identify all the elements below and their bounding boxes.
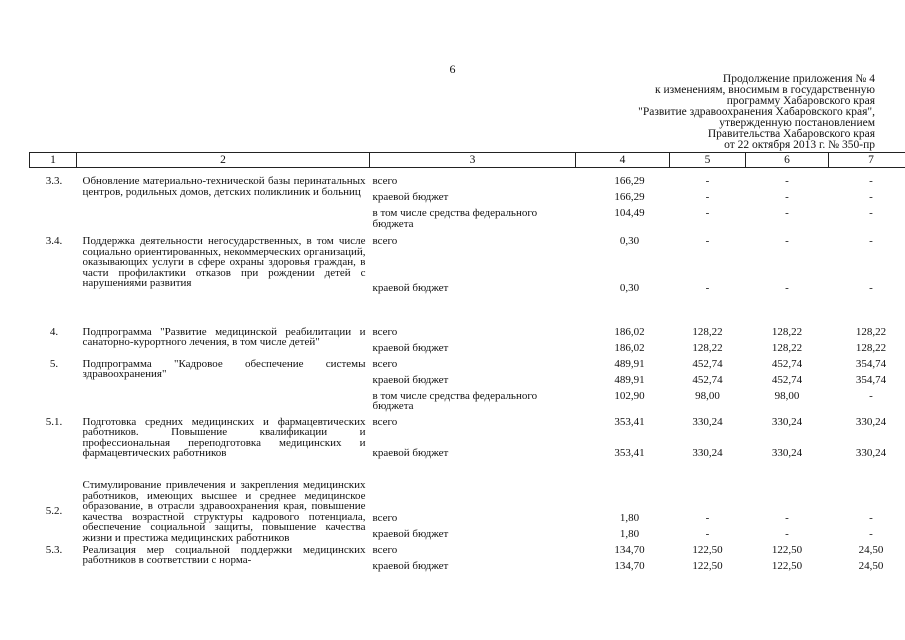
value-col6: - bbox=[785, 527, 789, 540]
header-note-line: Продолжение приложения № 4 bbox=[722, 73, 875, 85]
funding-source: всего bbox=[372, 175, 398, 187]
value-col5: 98,00 bbox=[695, 389, 720, 402]
value-col5: - bbox=[705, 281, 710, 294]
budget-table bbox=[29, 152, 905, 577]
value-col4: 353,41 bbox=[614, 415, 645, 428]
value-col4: 166,29 bbox=[614, 191, 645, 203]
value-col4: 102,90 bbox=[614, 389, 645, 402]
value-col5: 330,24 bbox=[692, 415, 723, 428]
value-col7: 128,22 bbox=[855, 341, 887, 354]
value-col4: 186,02 bbox=[614, 325, 645, 338]
value-col5: 128,22 bbox=[692, 341, 723, 354]
row-description: Поддержка деятельности негосударственных, в том числе социально ориентированных, некоммерческих организаций, оказывающих услуги в сфере охраны здоровья граждан, в части профилактики отказов при рождении детей с нарушениями развития bbox=[82, 235, 366, 289]
value-col5: - bbox=[705, 527, 710, 540]
header-note-line: от 22 октября 2013 г. № 350-пр bbox=[724, 139, 875, 151]
funding-source: краевой бюджет bbox=[372, 446, 449, 459]
row-number: 5. bbox=[49, 357, 59, 370]
value-col5: 452,74 bbox=[692, 373, 723, 386]
value-col5: 330,24 bbox=[692, 446, 723, 459]
value-col4: 166,29 bbox=[614, 175, 645, 187]
value-col7: - bbox=[869, 389, 873, 402]
row-description: Стимулирование привлечения и закрепления медицинских работников, имеющих высшее и среднее медицинское образование, в отрасли здравоохранения края, повышение качества возрастной структуры кадрового потенциала, обеспечение социальной защиты, повышение качества жизни и престижа медицинских работников bbox=[82, 479, 366, 544]
funding-source: всего bbox=[372, 543, 398, 556]
funding-source: всего bbox=[372, 235, 398, 247]
funding-source: краевой бюджет bbox=[372, 373, 449, 386]
value-col4: 0,30 bbox=[619, 281, 640, 294]
value-col6: 128,22 bbox=[771, 341, 803, 354]
value-col4: 134,70 bbox=[614, 559, 645, 572]
funding-source: всего bbox=[372, 415, 398, 428]
column-header: 1 bbox=[30, 153, 77, 168]
header-note-line: Правительства Хабаровского края bbox=[707, 128, 875, 140]
funding-source: всего bbox=[372, 357, 398, 370]
value-col7: 128,22 bbox=[855, 325, 887, 338]
table-row bbox=[30, 417, 905, 448]
value-col4: 1,80 bbox=[619, 527, 640, 540]
value-col7: - bbox=[869, 281, 873, 294]
value-col7: 330,24 bbox=[855, 446, 887, 459]
value-col6: 452,74 bbox=[771, 373, 803, 386]
value-col6: - bbox=[785, 511, 789, 524]
header-note-line: "Развитие здравоохранения Хабаровского края", bbox=[638, 106, 875, 118]
column-header: 5 bbox=[670, 153, 746, 168]
funding-source: краевой бюджет bbox=[372, 281, 449, 294]
value-col6: 330,24 bbox=[771, 446, 803, 459]
value-col5: 122,50 bbox=[692, 559, 723, 572]
header-note-line: программу Хабаровского края bbox=[726, 95, 875, 107]
value-col5: 452,74 bbox=[692, 357, 723, 370]
row-number: 3.4. bbox=[45, 235, 63, 247]
value-col6: 98,00 bbox=[774, 389, 800, 402]
value-col6: - bbox=[785, 175, 789, 187]
funding-source: в том числе средства федерального бюджета bbox=[372, 207, 538, 230]
funding-source: краевой бюджет bbox=[372, 191, 449, 203]
column-header: 6 bbox=[746, 153, 829, 168]
value-col7: 354,74 bbox=[855, 357, 887, 370]
value-col5: - bbox=[705, 207, 710, 219]
value-col4: 489,91 bbox=[614, 357, 645, 370]
funding-source: в том числе средства федерального бюджета bbox=[372, 389, 538, 412]
value-col6: 122,50 bbox=[771, 543, 803, 556]
value-col4: 186,02 bbox=[614, 341, 645, 354]
value-col5: - bbox=[705, 235, 710, 247]
value-col4: 0,30 bbox=[619, 235, 640, 247]
row-description: Реализация мер социальной поддержки медицинских работников в соответствии с норма- bbox=[82, 543, 366, 566]
column-header: 7 bbox=[829, 153, 905, 168]
value-col7: 24,50 bbox=[858, 543, 884, 556]
table-row bbox=[30, 234, 905, 283]
value-col6: 122,50 bbox=[771, 559, 803, 572]
value-col6: - bbox=[785, 191, 789, 203]
column-header-row bbox=[30, 153, 905, 168]
value-col4: 1,80 bbox=[619, 511, 640, 524]
value-col4: 134,70 bbox=[614, 543, 645, 556]
value-col7: 354,74 bbox=[855, 373, 887, 386]
value-col7: - bbox=[869, 527, 873, 540]
value-col7: - bbox=[869, 235, 873, 247]
value-col5: 122,50 bbox=[692, 543, 723, 556]
row-number: 3.3. bbox=[45, 175, 63, 187]
header-note-line: к изменениям, вносимым в государственную bbox=[655, 84, 875, 96]
value-col5: - bbox=[705, 191, 710, 203]
row-description: Подпрограмма "Развитие медицинской реабилитации и санаторно-курортного лечения, в том числе детей" bbox=[82, 325, 366, 348]
row-description: Подпрограмма "Кадровое обеспечение системы здравоохранения" bbox=[82, 357, 366, 380]
value-col4: 353,41 bbox=[614, 446, 645, 459]
value-col7: 24,50 bbox=[858, 559, 884, 572]
row-number: 4. bbox=[49, 325, 59, 338]
table-row bbox=[30, 359, 905, 375]
row-description: Обновление материально-технической базы перинатальных центров, родильных домов, детских поликлиник и больниц bbox=[82, 175, 366, 198]
value-col6: - bbox=[785, 207, 789, 219]
value-col7: - bbox=[869, 207, 873, 219]
funding-source: всего bbox=[372, 325, 398, 338]
value-col7: 330,24 bbox=[855, 415, 887, 428]
row-description: Подготовка средних медицинских и фармацевтических работников. Повышение квалификации и профессиональная переподготовка медицинских и фармацевтических работников bbox=[82, 415, 366, 459]
row-number: 5.2. bbox=[45, 505, 63, 518]
column-header: 2 bbox=[77, 153, 370, 168]
value-col5: - bbox=[705, 175, 710, 187]
value-col4: 489,91 bbox=[614, 373, 645, 386]
value-col6: 330,24 bbox=[771, 415, 803, 428]
funding-source: краевой бюджет bbox=[372, 527, 449, 540]
column-header: 3 bbox=[370, 153, 576, 168]
value-col6: 128,22 bbox=[771, 325, 803, 338]
value-col7: - bbox=[869, 511, 873, 524]
funding-source: краевой бюджет bbox=[372, 341, 449, 354]
column-header: 4 bbox=[576, 153, 670, 168]
row-number: 5.1. bbox=[45, 415, 63, 428]
page-number: 6 bbox=[449, 62, 456, 76]
value-col6: - bbox=[785, 235, 789, 247]
value-col7: - bbox=[869, 175, 873, 187]
value-col7: - bbox=[869, 191, 873, 203]
funding-source: краевой бюджет bbox=[372, 559, 449, 572]
value-col5: - bbox=[705, 511, 710, 524]
value-col5: 128,22 bbox=[692, 325, 723, 338]
header-note bbox=[535, 74, 875, 151]
row-number: 5.3. bbox=[45, 543, 63, 556]
value-col4: 104,49 bbox=[614, 207, 645, 219]
table-row bbox=[30, 327, 905, 343]
table-row bbox=[30, 545, 905, 561]
table-row bbox=[30, 479, 905, 529]
header-note-line: утвержденную постановлением bbox=[719, 117, 875, 129]
table-row bbox=[30, 168, 905, 193]
funding-source: всего bbox=[372, 511, 398, 524]
value-col6: - bbox=[785, 281, 789, 294]
value-col6: 452,74 bbox=[771, 357, 803, 370]
